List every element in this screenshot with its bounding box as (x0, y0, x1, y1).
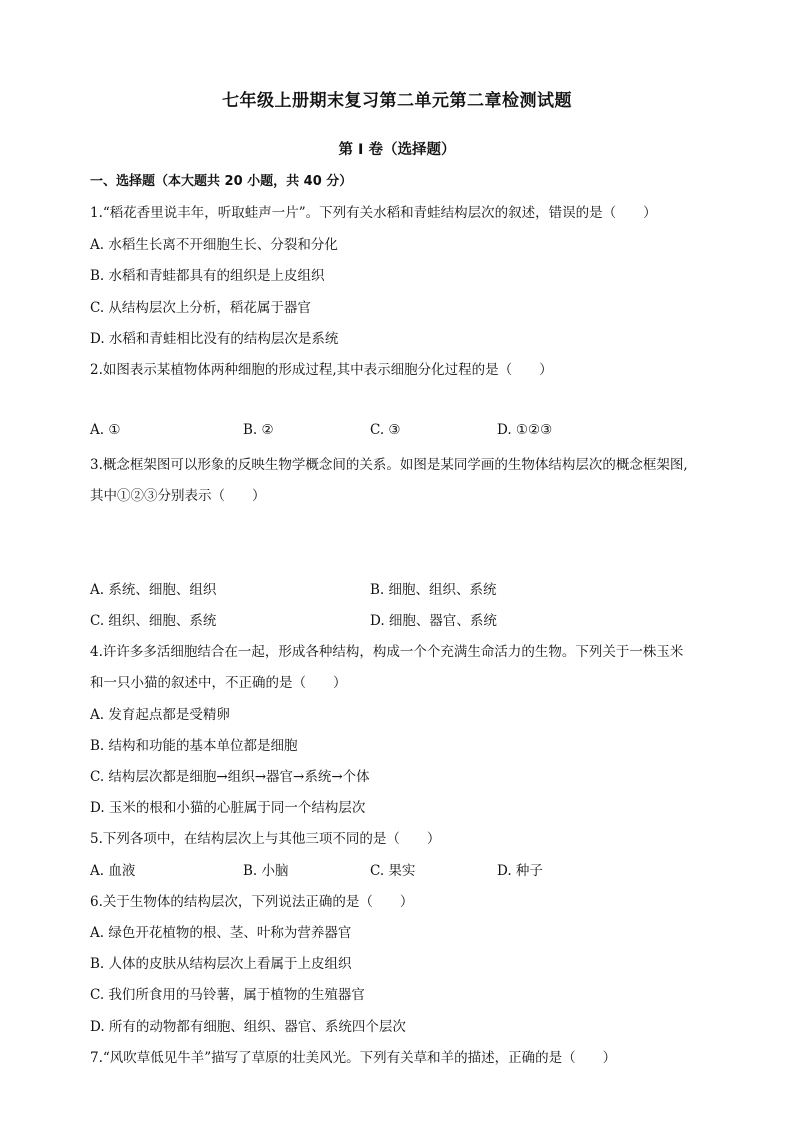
question-3-stem-line-2: 其中①②③分别表示（ ） (90, 488, 266, 504)
question-3-stem-line-1: 3.概念框架图可以形象的反映生物学概念间的关系。如图是某同学画的生物体结构层次的概念框架图, (90, 457, 688, 473)
question-1-stem: 1.“稻花香里说丰年，听取蛙声一片”。下列有关水稻和青蛙结构层次的叙述，错误的是（ ） (90, 205, 657, 221)
question-6-option-a: A. 绿色开花植物的根、茎、叶称为营养器官 (90, 925, 352, 941)
question-6-stem: 6.关于生物体的结构层次，下列说法正确的是（ ） (90, 894, 414, 910)
question-5-option-b: B. 小脑 (243, 863, 289, 879)
question-4-stem-line-1: 4.许许多多活细胞结合在一起，形成各种结构，构成一个个充满生命活力的生物。下列关于一株玉米 (90, 644, 684, 660)
question-4-stem-line-2: 和一只小猫的叙述中，不正确的是（ ） (90, 675, 347, 691)
question-2-option-a: A. ① (90, 422, 121, 438)
question-2-option-b: B. ② (243, 422, 274, 438)
question-2-option-c: C. ③ (370, 422, 401, 438)
question-5-option-d: D. 种子 (497, 863, 543, 879)
question-6-option-b: B. 人体的皮肤从结构层次上看属于上皮组织 (90, 956, 352, 972)
question-3-option-d: D. 细胞、器官、系统 (370, 613, 497, 629)
question-4-option-a: A. 发育起点都是受精卵 (90, 707, 230, 723)
question-2-stem: 2.如图表示某植物体两种细胞的形成过程,其中表示细胞分化过程的是（ ） (90, 362, 553, 378)
question-3-option-c: C. 组织、细胞、系统 (90, 613, 217, 629)
question-4-option-c: C. 结构层次都是细胞→组织→器官→系统→个体 (90, 769, 370, 785)
question-4-option-b: B. 结构和功能的基本单位都是细胞 (90, 738, 298, 754)
question-1-option-d: D. 水稻和青蛙相比没有的结构层次是系统 (90, 331, 339, 347)
question-6-option-c: C. 我们所食用的马铃薯，属于植物的生殖器官 (90, 987, 365, 1003)
question-5-stem: 5.下列各项中，在结构层次上与其他三项不同的是（ ） (90, 831, 441, 847)
question-5-option-a: A. 血液 (90, 863, 136, 879)
question-1-option-c: C. 从结构层次上分析，稻花属于器官 (90, 300, 311, 316)
question-3-option-a: A. 系统、细胞、组织 (90, 582, 217, 598)
question-1-option-b: B. 水稻和青蛙都具有的组织是上皮组织 (90, 268, 325, 284)
section-heading: 一、选择题（本大题共 20 小题，共 40 分） (90, 174, 353, 189)
question-5-option-c: C. 果实 (370, 863, 416, 879)
question-1-option-a: A. 水稻生长离不开细胞生长、分裂和分化 (90, 237, 338, 253)
question-2-option-d: D. ①②③ (497, 422, 553, 438)
question-4-option-d: D. 玉米的根和小猫的心脏属于同一个结构层次 (90, 800, 366, 816)
question-7-stem: 7.“风吹草低见牛羊”描写了草原的壮美风光。下列有关草和羊的描述，正确的是（ ） (90, 1050, 617, 1066)
question-6-option-d: D. 所有的动物都有细胞、组织、器官、系统四个层次 (90, 1019, 406, 1035)
exam-title: 七年级上册期末复习第二单元第二章检测试题 (222, 91, 572, 111)
question-3-option-b: B. 细胞、组织、系统 (370, 582, 497, 598)
volume-title: 第 I 卷（选择题） (338, 142, 456, 158)
